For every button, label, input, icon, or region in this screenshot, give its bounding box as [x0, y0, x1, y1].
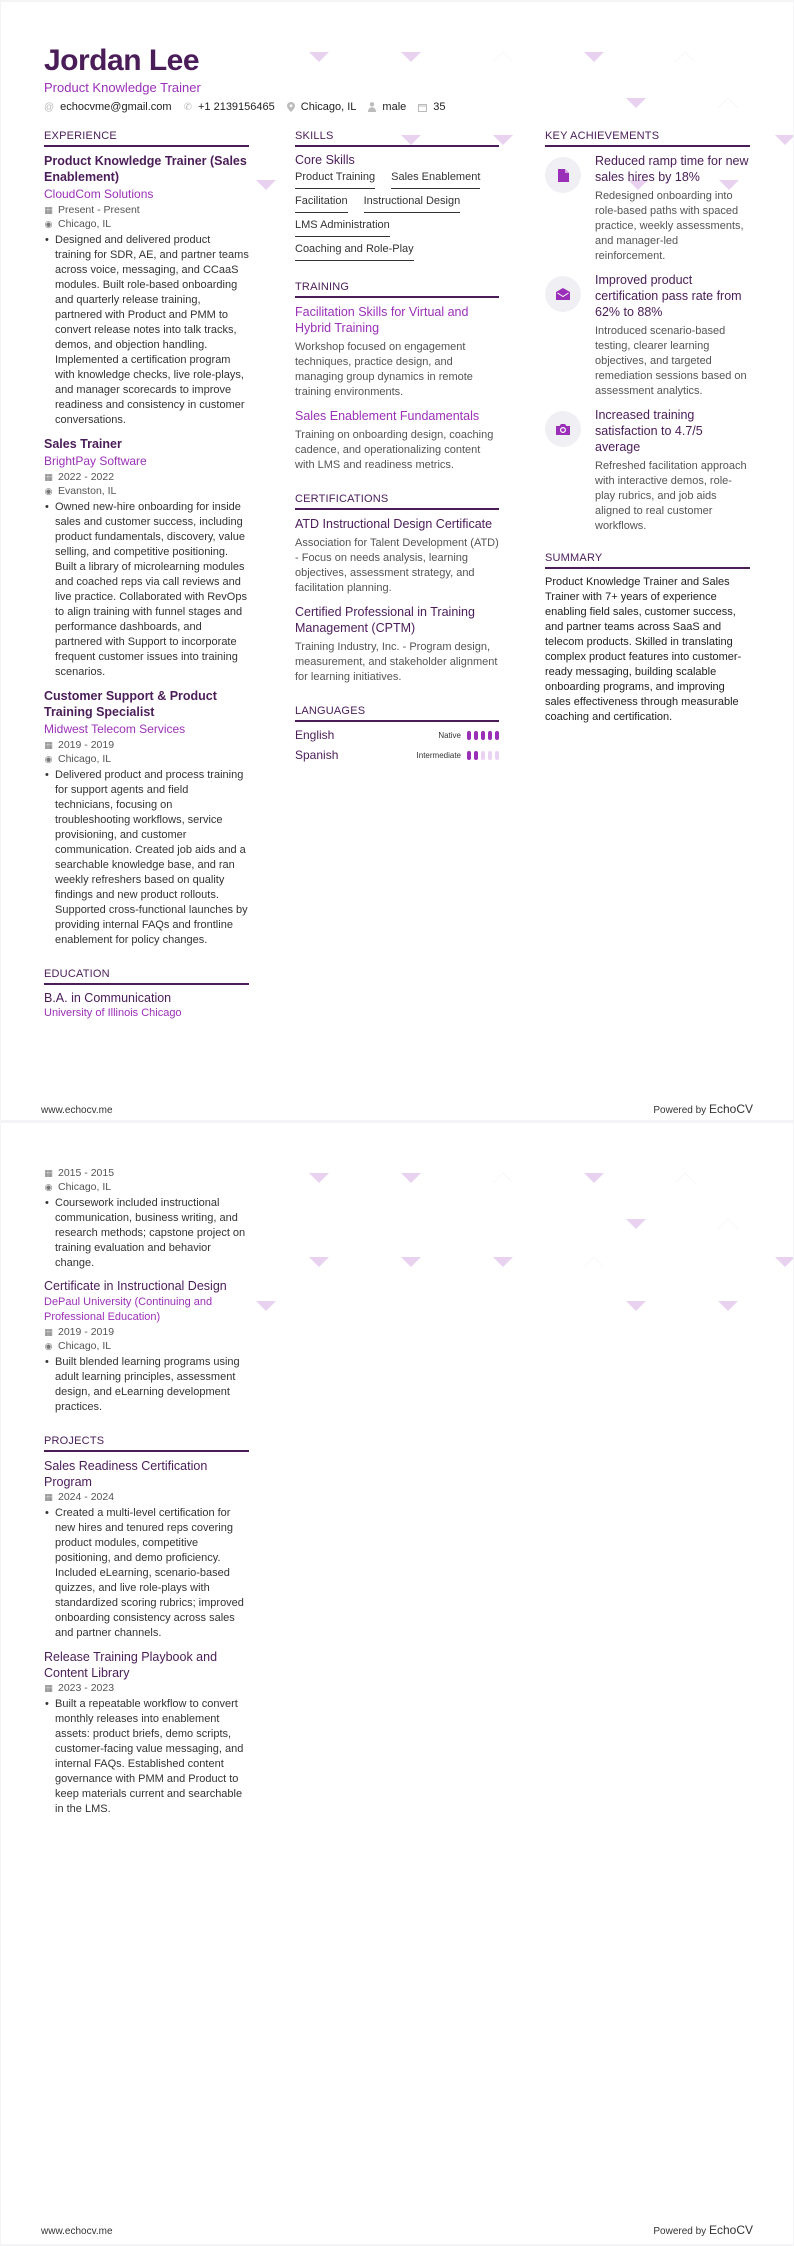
decor-triangle [626, 1301, 646, 1311]
project-entry [44, 1649, 249, 1817]
certification-title: Certified Professional in Training Management (CPTM) [295, 605, 475, 635]
location-pin-icon: ◉ [44, 1341, 53, 1351]
calendar-icon: ▦ [44, 1327, 53, 1337]
skill-chip: Instructional Design [364, 195, 461, 213]
summary-text: Product Knowledge Trainer and Sales Trainer with 7+ years of experience enabling field sales, customer success, and partner teams across SaaS and telecom products. Skilled in translating complex product features into customer-ready messaging, building scalable onboarding programs, and improving sales effectiveness through measurable coaching and certification. [545, 576, 742, 723]
education-dates: ▦ 2019 - 2019 [44, 1326, 115, 1338]
skills-list [295, 171, 499, 261]
skill-chip: Product Training [295, 171, 375, 189]
calendar-icon: ▦ [44, 205, 53, 215]
proficiency-dots [467, 751, 499, 760]
training-description: Training on onboarding design, coaching cadence, and operationalizing content with LMS and readiness metrics. [295, 429, 494, 471]
decor-triangle [493, 52, 513, 62]
project-dates: ▦ 2023 - 2023 [44, 1682, 115, 1694]
language-level: Intermediate [416, 750, 461, 760]
footer-website-link[interactable]: www.echocv.me [41, 1105, 113, 1116]
certification-description: Training Industry, Inc. - Program design, measurement, and stakeholder alignment for learning initiatives. [295, 641, 498, 683]
project-title: Release Training Playbook and Content Library [44, 1650, 218, 1680]
experience-entry [44, 436, 249, 680]
envelope-open-icon [545, 276, 581, 312]
location-pin-icon: ◉ [44, 486, 53, 496]
job-location: ◉ Evanston, IL [44, 485, 117, 497]
certification-title: ATD Instructional Design Certificate [295, 517, 493, 531]
decor-triangle [775, 1257, 793, 1267]
experience-entry [44, 153, 249, 428]
education-description: • Built blended learning programs using adult learning principles, assessment design, and eLearning development practices. [44, 1355, 249, 1415]
resume-page-2 [1, 1123, 793, 2244]
left-column [44, 130, 249, 1019]
contact-email[interactable]: @ echocvme@gmail.com [44, 101, 172, 113]
language-level: Native [438, 730, 461, 740]
decor-triangle [309, 1257, 329, 1267]
job-dates: ▦ 2019 - 2019 [44, 739, 115, 751]
page-footer [41, 1102, 753, 1116]
decor-triangle [256, 180, 276, 190]
proficiency-dots [467, 731, 499, 740]
education-dates: ▦ 2015 - 2015 [44, 1167, 115, 1179]
calendar-icon: ▦ [44, 1683, 53, 1693]
project-title: Sales Readiness Certification Program [44, 1459, 208, 1489]
education-location: ◉ Chicago, IL [44, 1181, 112, 1193]
decor-triangle [584, 52, 604, 62]
left-column-continued [44, 1166, 249, 1825]
company-name: BrightPay Software [44, 454, 147, 468]
language-rating [438, 731, 499, 740]
location-pin-icon: ◉ [44, 754, 53, 764]
achievement-description: Introduced scenario-based testing, clearer learning objectives, and targeted remediation sessions based on assessment analytics. [595, 325, 747, 397]
decor-triangle [584, 1257, 604, 1267]
job-description: • Delivered product and process training for support agents and field technicians, focusing on troubleshooting workflows, service provisioning, and customer communication. Created job aids and a searchable knowledge base, and ran weekly refreshers based on quality findings and new product rollouts. Supported cross-functional launches by providing internal FAQs and frontline enablement for policy changes. [44, 768, 249, 948]
decor-triangle [584, 1173, 604, 1183]
phone-icon: ✆ [183, 101, 192, 113]
training-heading: TRAINING [295, 281, 499, 298]
skill-chip: Facilitation [295, 195, 348, 213]
certification-description: Association for Talent Development (ATD) - Focus on needs analysis, learning objectives, assessment strategy, and facilitation planning. [295, 537, 499, 594]
education-heading: EDUCATION [44, 968, 249, 985]
decor-triangle [493, 1257, 513, 1267]
achievement-title: Improved product certification pass rate from 62% to 88% [595, 273, 742, 319]
decor-triangle [401, 1173, 421, 1183]
contact-age: 35 [418, 101, 445, 113]
job-description: • Owned new-hire onboarding for inside sales and customer success, including product fundamentals, discovery, value selling, and competitive positioning. Built a library of microlearning modules and coached reps via call reviews and live practice. Collaborated with RevOps to align training with funnel stages and performance dashboards, and partnered with Support to incorporate frequent customer issues into training scenarios. [44, 500, 249, 680]
education-school: DePaul University (Continuing and Professional Education) [44, 1296, 213, 1323]
training-description: Workshop focused on engagement techniques, practice design, and managing group dynamics in remote training environments. [295, 341, 473, 398]
job-dates: ▦ 2022 - 2022 [44, 471, 115, 483]
skill-chip: Sales Enablement [391, 171, 480, 189]
language-row [295, 748, 499, 762]
decor-triangle [675, 52, 695, 62]
footer-brand[interactable]: EchoCV [708, 1102, 753, 1116]
decor-triangle [718, 1219, 738, 1229]
contact-location: Chicago, IL [287, 101, 357, 113]
achievement-item [545, 153, 750, 264]
job-title: Product Knowledge Trainer (Sales Enablement) [44, 154, 247, 184]
languages-heading: LANGUAGES [295, 705, 499, 722]
achievement-item [545, 272, 750, 399]
education-school: University of Illinois Chicago [44, 1007, 182, 1019]
language-rating [417, 751, 499, 760]
job-location: ◉ Chicago, IL [44, 218, 112, 230]
location-pin-icon [287, 102, 295, 112]
language-row [295, 728, 499, 742]
decor-triangle [626, 1219, 646, 1229]
education-description: • Coursework included instructional communication, business writing, and research methods; capstone project on training evaluation and behavior change. [44, 1196, 249, 1271]
certifications-heading: CERTIFICATIONS [295, 493, 499, 510]
language-name: English [295, 728, 335, 742]
training-title: Sales Enablement Fundamentals [295, 409, 480, 423]
education-location: ◉ Chicago, IL [44, 1340, 112, 1352]
projects-heading: PROJECTS [44, 1435, 249, 1452]
achievement-description: Refreshed facilitation approach with interactive demos, role-play rubrics, and job aids aligned to real customer workflows. [595, 460, 747, 532]
skill-chip: LMS Administration [295, 219, 390, 237]
middle-column [295, 130, 499, 768]
decor-triangle [718, 98, 738, 108]
job-location: ◉ Chicago, IL [44, 753, 112, 765]
skills-heading: SKILLS [295, 130, 499, 147]
education-degree: B.A. in Communication [44, 991, 172, 1005]
camera-icon [545, 411, 581, 447]
training-title: Facilitation Skills for Virtual and Hybrid Training [295, 305, 469, 335]
company-name: Midwest Telecom Services [44, 722, 186, 736]
document-icon [545, 157, 581, 193]
decor-triangle [256, 1301, 276, 1311]
resume-header [44, 44, 446, 113]
education-entry [44, 1166, 249, 1271]
job-description: • Designed and delivered product training for SDR, AE, and partner teams across voice, messaging, and CCaaS modules. Built role-based onboarding and quarterly release training, partnered with Product and PMM to convert release notes into talk tracks, demos, and objection handling. Implemented a certification program with knowledge checks, live role-plays, and manager scorecards to improve readiness and consistency in customer conversations. [44, 233, 249, 428]
language-name: Spanish [295, 748, 339, 762]
project-entry [44, 1458, 249, 1641]
calendar-icon: ▦ [44, 472, 53, 482]
achievement-title: Increased training satisfaction to 4.7/5 average [595, 408, 703, 454]
education-degree: Certificate in Instructional Design [44, 1279, 227, 1293]
contact-row [44, 101, 446, 113]
achievement-item [545, 407, 750, 534]
achievements-heading: KEY ACHIEVEMENTS [545, 130, 750, 147]
job-title: Customer Support & Product Training Specialist [44, 689, 217, 719]
education-entry [44, 1279, 249, 1415]
skill-chip: Coaching and Role-Play [295, 243, 414, 261]
project-description: • Created a multi-level certification for new hires and tenured reps covering product modules, competitive positioning, and demo proficiency. Included eLearning, scenario-based quizzes, and live role-plays with standardized scoring rubrics; improved onboarding consistency across sales and partner channels. [44, 1506, 249, 1641]
decor-triangle [675, 1173, 695, 1183]
decor-triangle [309, 1173, 329, 1183]
achievement-description: Redesigned onboarding into role-based paths with spaced practice, weekly assessments, and manager-led reinforcement. [595, 190, 744, 262]
location-pin-icon: ◉ [44, 219, 53, 229]
decor-triangle [775, 135, 793, 145]
candidate-name: Jordan Lee [44, 44, 200, 77]
experience-heading: EXPERIENCE [44, 130, 249, 147]
location-pin-icon: ◉ [44, 1182, 53, 1192]
decor-triangle [401, 1257, 421, 1267]
footer-powered-by: Powered by EchoCV [653, 2223, 753, 2237]
decor-triangle [626, 98, 646, 108]
at-icon: @ [44, 101, 55, 113]
skills-group-title: Core Skills [295, 153, 355, 167]
footer-powered-by: Powered by EchoCV [653, 1102, 753, 1116]
contact-phone[interactable]: ✆ +1 2139156465 [183, 101, 275, 113]
decor-triangle [493, 1173, 513, 1183]
resume-page-1 [1, 2, 793, 1120]
project-dates: ▦ 2024 - 2024 [44, 1491, 115, 1503]
summary-heading: SUMMARY [545, 552, 750, 569]
project-description: • Built a repeatable workflow to convert monthly releases into enablement assets: product briefs, demo scripts, customer-facing value messaging, and internal FAQs. Established content governance with PMM and Product to keep materials current and searchable in the LMS. [44, 1697, 249, 1817]
experience-entry [44, 688, 249, 948]
contact-gender: male [368, 101, 406, 113]
job-dates: ▦ Present - Present [44, 204, 140, 216]
footer-brand[interactable]: EchoCV [708, 2223, 753, 2237]
calendar-icon: ▦ [44, 740, 53, 750]
person-icon [368, 102, 376, 112]
candidate-title: Product Knowledge Trainer [44, 80, 201, 95]
job-title: Sales Trainer [44, 437, 122, 451]
decor-triangle [718, 1301, 738, 1311]
calendar-icon: ▦ [44, 1492, 53, 1502]
right-column [545, 130, 750, 725]
company-name: CloudCom Solutions [44, 187, 154, 201]
footer-website-link[interactable]: www.echocv.me [41, 2226, 113, 2237]
page-footer [41, 2223, 753, 2237]
calendar-icon: ▦ [44, 1168, 53, 1178]
achievement-title: Reduced ramp time for new sales hires by 18% [595, 154, 749, 184]
calendar-icon [418, 103, 427, 112]
